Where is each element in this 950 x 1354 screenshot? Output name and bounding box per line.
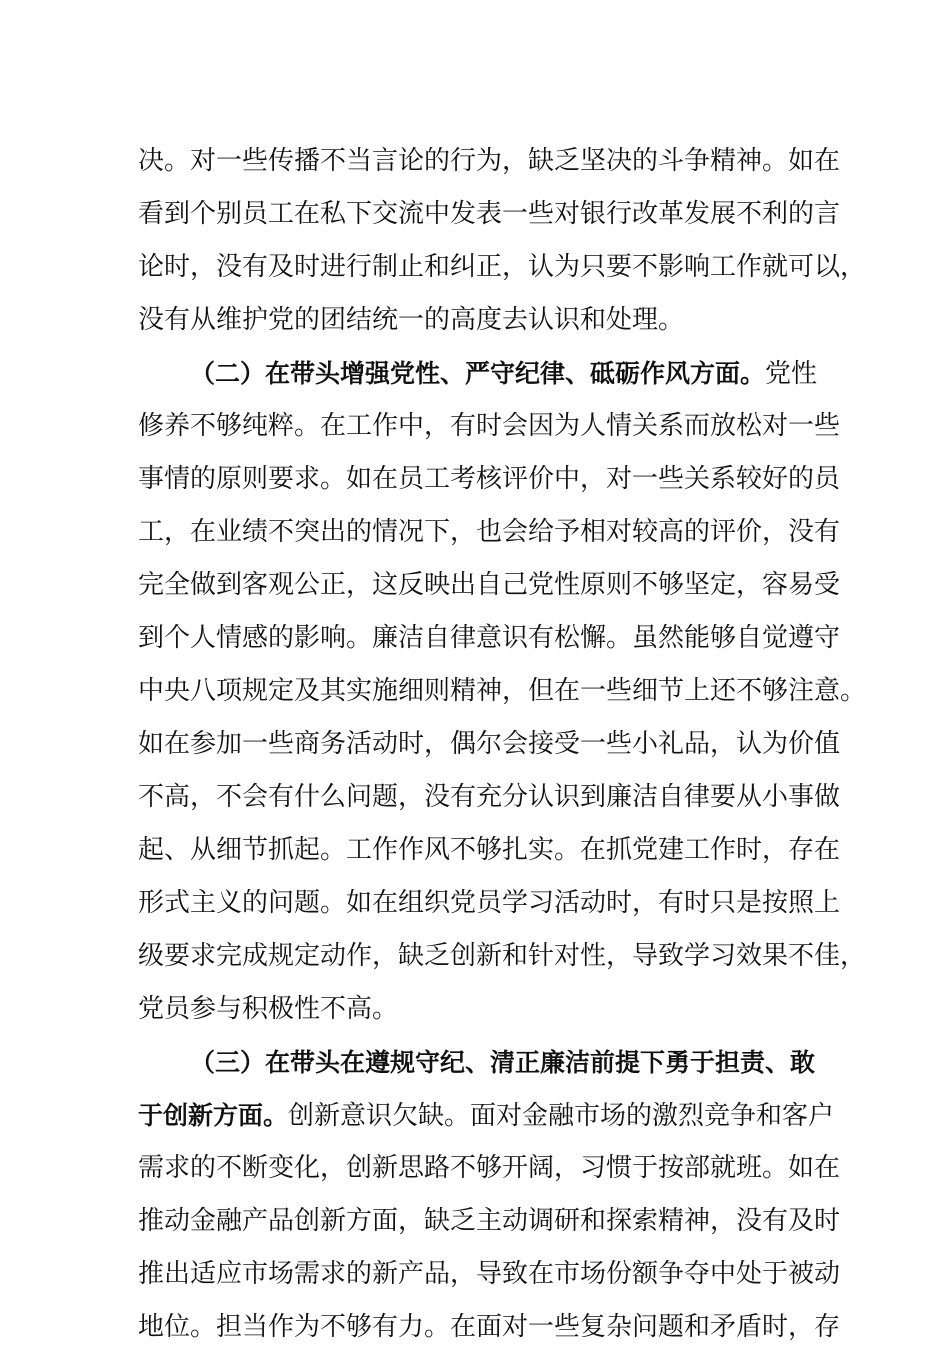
section-two-heading: （二）在带头增强党性、严守纪律、砥砺作风方面。 (190, 359, 766, 388)
text-line: 如在参加一些商务活动时，偶尔会接受一些小礼品，认为价值 (138, 729, 841, 759)
text-run: 党性 (765, 359, 818, 389)
text-line: 事情的原则要求。如在员工考核评价中，对一些关系较好的员 (138, 464, 841, 494)
text-line: 论时，没有及时进行制止和纠正，认为只要不影响工作就可以， (138, 252, 867, 282)
text-line: 没有从维护党的团结统一的高度去认识和处理。 (138, 305, 685, 335)
text-run: 创新意识欠缺。面对金融市场的激烈竞争和客户 (288, 1101, 835, 1131)
text-line: 形式主义的问题。如在组织党员学习活动时，有时只是按照上 (138, 888, 841, 918)
text-line: 推动金融产品创新方面，缺乏主动调研和探索精神，没有及时 (138, 1206, 841, 1236)
section-three-heading-cont: 于创新方面。 (138, 1101, 289, 1130)
text-line: 推出适应市场需求的新产品，导致在市场份额争夺中处于被动 (138, 1259, 841, 1289)
text-line: 工，在业绩不突出的情况下，也会给予相对较高的评价，没有 (138, 517, 841, 547)
text-line: 党员参与积极性不高。 (138, 994, 399, 1024)
text-line: 地位。担当作为不够有力。在面对一些复杂问题和矛盾时，存 (138, 1312, 841, 1342)
text-line: 到个人情感的影响。廉洁自律意识有松懈。虽然能够自觉遵守 (138, 623, 841, 653)
text-line: 不高，不会有什么问题，没有充分认识到廉洁自律要从小事做 (138, 782, 841, 812)
section-three-first-line (138, 1036, 818, 1089)
section-three-second-line (138, 1089, 835, 1142)
text-line: 决。对一些传播不当言论的行为，缺乏坚决的斗争精神。如在 (138, 146, 841, 176)
section-three-heading: （三）在带头在遵规守纪、清正廉洁前提下勇于担责、敢 (190, 1048, 816, 1077)
text-line: 看到个别员工在私下交流中发表一些对银行改革发展不利的言 (138, 199, 841, 229)
text-line: 起、从细节抓起。工作作风不够扎实。在抓党建工作时，存在 (138, 835, 841, 865)
body-text (138, 135, 867, 1354)
text-line: 需求的不断变化，创新思路不够开阔，习惯于按部就班。如在 (138, 1153, 841, 1183)
text-line: 中央八项规定及其实施细则精神，但在一些细节上还不够注意。 (138, 676, 867, 706)
text-line: 级要求完成规定动作，缺乏创新和针对性，导致学习效果不佳， (138, 941, 867, 971)
text-line: 完全做到客观公正，这反映出自己党性原则不够坚定，容易受 (138, 570, 841, 600)
section-two-first-line (138, 347, 818, 400)
text-line: 修养不够纯粹。在工作中，有时会因为人情关系而放松对一些 (138, 411, 841, 441)
